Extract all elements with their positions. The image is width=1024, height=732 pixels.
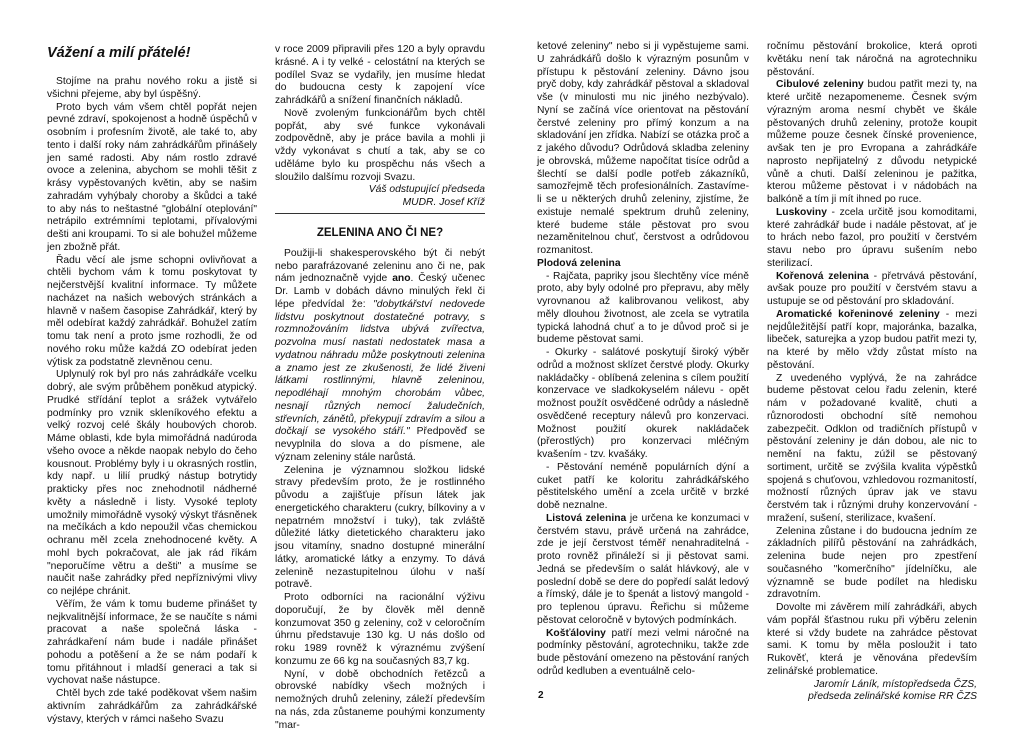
- subheading: [537, 258, 749, 271]
- paragraph: ketové zeleniny" nebo si ji vypěstujeme sami. U zahrádkářů došlo k výrazným posunům v přístupu k pěstování zeleniny. Dávno jsou pryč doby, kdy zahrádkář pěstoval a skladoval vše (v minulosti mu nic jiného nezbývalo). Nyní se začíná více orientovat na pěstování čerstvé zeleniny pro přímý konzum a na skladování jen zřídka. Nabízí se otázka proč a z jakého důvodu? Odrůdová skladba zeleniny je obrovská, můžeme napočítat tisíce odrůd a šlechtí se další podle potřeb zákazníků, samozřejmě těch profesionálních. Zastavíme-li se u některých druhů zeleniny, zjistíme, že existuje nemalé spektrum druhů zeleniny, které budeme stále pěstovat pro svou nezaměnitelnou chuť, čerstvost a odrůdovou rozmanitost.: [537, 41, 749, 258]
- text-run: - mezi nejdůležitější patří kopr, majoránka, bazalka, libeček, saturejka a yzop budou patřit mezi ty, na které by mělo vždy zůstat místo na pěstování.: [767, 309, 977, 371]
- subheading-text: Plodová zelenina: [537, 258, 621, 269]
- paragraph: Chtěl bych zde také poděkovat všem našim aktivním zahrádkářům za zahrádkářské výstavy, kterých v rámci našeho Svazu: [47, 688, 257, 726]
- paragraph: Nyní, v době obchodních řetězců a obrovské nabídky všech možných i nemožných druhů zeleniny, záleží především na nás, zda zůstaneme pouhými konzumenty "mar-: [275, 669, 485, 732]
- column-3: [537, 41, 749, 679]
- paragraph: Zelenina zůstane i do budoucna jedním ze základních pilířů pěstování na zahrádkách, zelenina bude nejen pro zpestření současného "komerčního" jídelníčku, ale významně se bude podílet na hledisku zdravotním.: [767, 526, 977, 603]
- paragraph: Proto bych vám všem chtěl popřát nejen pevné zdraví, spokojenost a hodně úspěchů v osobním i profesním životě, ale také to, aby tento i další roky nám zahrádkářům přinášely jen samé radosti. Aby nám rostlo zdravé ovoce a zelenina, abychom se mohli těšit z krásy vypěstovaných květin, aby se našim zahradám vyhýbaly choroby a škůdci a také to aby nás to neštastné "globální oteplování" netrápilo extrémními teplotami, přívalovými dešti ani kroupami. To si ale bohužel můžeme jen zbožně přát.: [47, 102, 257, 255]
- paragraph: [275, 248, 485, 465]
- paragraph: - Okurky - salátové poskytují široký výběr odrůd a možnost sklízet čerstvé plody. Okurky nakládačky - oblíbená zelenina s cílem použití konzervace ve sladkokyselém nálevu - opět možnost použít osvědčené odrůdy a následně osvědčené receptury nálevů pro konzervaci. Možnost použití okurek nakládaček (přerostlých) pro konzervaci mléčným kvašením - tzv. kvašáky.: [537, 347, 749, 462]
- paragraph: Nově zvoleným funkcionářům bych chtěl popřát, aby své funkce vykonávali zodpovědně, aby je práce bavila a mohli ji vždy vykonávat s chutí a tak, aby se co uděláme bylo ku prospěchu nás všech a sloužilo dalšímu rozvoji Svazu.: [275, 108, 485, 185]
- signature-line: předseda zelinářské komise RR ČZS: [767, 691, 977, 704]
- paragraph: [767, 271, 977, 309]
- paragraph: Z uvedeného vyplývá, že na zahrádce budeme pěstovat celou řadu zelenin, které nám v požadované kvalitě, chuti a různorodosti obchodní sítě nemohou zabezpečit. Odklon od tradičních přístupů v pěstování zeleniny je dán dobou, ale nic to nemění na faktu, zúžil se pěstovaný sortiment, určitě se zvýšila kvalita výpěstků spojená s chuťovou, vzhledovou rozmanitostí, možností různých úprav jak ve stavu čerstvém tak i různými druhy konzervování - mražení, sušení, sterilizace, kvašení.: [767, 373, 977, 526]
- paragraph: Proto odborníci na racionální výživu doporučují, že by člověk měl denně konzumovat 350 g zeleniny, což v celoročním úhrnu představuje 130 kg. U nás došlo od roku 1989 rovněž k výraznému zvýšení konzumu ze 66 kg na současných 83,7 kg.: [275, 592, 485, 669]
- paragraph: Stojíme na prahu nového roku a jistě si všichni přejeme, aby byl úspěšný.: [47, 76, 257, 102]
- text-run: budou patřit mezi ty, na které určitě nezapomeneme. Česnek svým výrazným aroma nesmí chybět ve škále pěstovaných druhů zeleniny, protože koupit můžeme pouze česnek čínské provenience, avšak ten je pro Evropana a zahrádkáře naprosto nepřijatelný z důvodu netypické vůně a chuti. Další zeleninou je pažitka, kterou můžeme pěstovat i v nádobách na balkóně a tím ji mít ihned po ruce.: [767, 79, 977, 205]
- signature-line: Jaromír Láník, místopředseda ČZS,: [767, 679, 977, 692]
- text-run: . Český učenec Dr. Lamb v dobách dávno minulých řekl či lépe předvídal že:: [275, 273, 485, 310]
- paragraph: Dovolte mi závěrem milí zahrádkáři, abych vám popřál šťastnou ruku při výběru zelenin které si vždy budete na zahrádce pěstovat sami. K tomu by měla posloužit i tato Rukověť, která je věnována především zelinářské problematice.: [767, 602, 977, 679]
- column-4: [767, 41, 977, 704]
- paragraph: Řadu věcí ale jsme schopni ovlivňovat a chtěli bychom vám k tomu poskytovat ty nejčerstvější kvalitní informace. Ty můžete nacházet na našich webových stránkách a hlavně v našem časopise Zahrádkář, který by měl odebírat každý zahrádkář. Bohužel zatím tomu tak není a proto jsme rozhodli, že od nového roku může každá ZO odebírat jeden výtisk za podstatně zlevněnou cenu.: [47, 255, 257, 370]
- page-number: 2: [538, 690, 544, 701]
- paragraph: ročnímu pěstování brokolice, která oproti květáku není tak náročná na agrotechniku pěstování.: [767, 41, 977, 79]
- column-2: [275, 44, 485, 732]
- paragraph: [767, 207, 977, 271]
- greeting-title: Vážení a milí přátelé!: [47, 44, 257, 62]
- paragraph: [767, 309, 977, 373]
- article-heading: ZELENINA ANO ČI NE?: [275, 226, 485, 240]
- text-run: - zcela určitě jsou komoditami, které zahrádkář bude i nadále pěstovat, ať je to hrách nebo fazol, pro použití v čerstvém stavu nebo pro úpravu sušením nebo sterilizací.: [767, 207, 977, 269]
- emphasis: ano: [392, 273, 410, 284]
- paragraph: - Rajčata, papriky jsou šlechtěny více méně proto, aby byly odolné pro přepravu, aby měly vyrovnanou až kalibrovanou velikost, aby měly dlouhou životnost, ale zcela se vytratila typická lahodná chuť a to je důvod proč si je budeme pěstovat sami.: [537, 271, 749, 348]
- emphasis: Kořenová zelenina: [776, 271, 869, 282]
- text-run: Použiji-li shakesperovského být či nebýt nebo parafrázované zeleninu ano či ne, pak nám jednoznačně vyjde: [275, 248, 485, 285]
- divider: [275, 213, 485, 214]
- paragraph: Uplynulý rok byl pro nás zahrádkáře vcelku dobrý, ale svým průběhem poněkud atypický. Prudké střídání teplot a srážek vytvářelo podmínky pro vznik skleníkového efektu a velký rozvoj celé škály houbových chorob. Máme oblasti, kde byla mimořádná nadúroda všeho ovoce a někde naopak nebylo do čeho kousnout. Problémy byly i u okrasných rostlin, kdy např. u lilií prudký nástup botrytidy prakticky přes noc znehodnotil nádherné květy a následně i listy. Vysoké teploty umožnily mimořádně vysoký výskyt třásněnek na mečíkách a kdo nepoužil včas chemickou ochranu měl zcela znehodnocené květy. A mohl bych pokračovat, ale jak rád říkám "neporučíme větru a dešti" a musíme se naučit naše zahrádky před nepříznivými vlivy co nejlépe chránit.: [47, 369, 257, 599]
- paragraph: [537, 513, 749, 628]
- emphasis: Luskoviny: [776, 207, 827, 218]
- emphasis: Košťáloviny: [546, 628, 606, 639]
- text-run: je určena ke konzumaci v čerstvém stavu, právě určená na zahrádce, zde je její čerstvost téměř nenahraditelná - proto rovněž přináleží si ji pěstovat sami. Jedná se především o salát hlávkový, ale v poslední době se dere do popředí salát ledový a římský, dále je to špenát a listový mangold - pro teplenou úpravu. Řeřichu si můžeme pěstovat celoročně v bytových podmínkách.: [537, 513, 749, 626]
- paragraph: [767, 79, 977, 207]
- text-run: Předpověď se nevyplnila do slova a do písmene, ale význam zeleniny stále narůstá.: [275, 426, 485, 463]
- quotation: "dobytkářství nedovede lidstvu poskytnout dostatečné potravy, s rozmnožováním lidstva ubývá zvířectva, pozvolna musí nastati nedostatek masa a vydatnou náhradu může poskytnouti zelenina a znamo jest ze zkušenosti, že lidé živeni látkami rostlinnými, hlavně zeleninou, nepodléhají mnohým chorobám vůbec, nesnají různých nemocí žaludečních, střevních, zánětů, překypují zdravím a silou a dočkají se vysokého stáří.": [275, 299, 485, 438]
- signature-name: MUDR. Josef Kříž: [275, 197, 485, 210]
- emphasis: Listová zelenina: [546, 513, 626, 524]
- signature-line: Váš odstupující předseda: [275, 184, 485, 197]
- paragraph: - Pěstování neméně populárních dýní a cuket patří ke koloritu zahrádkářského pěstitelského umění a zcela určitě v brzké době neznalne.: [537, 462, 749, 513]
- paragraph: Zelenina je významnou složkou lidské stravy především proto, že je rostlinného původu a zajišťuje přísun látek jak energetického charakteru (cukry, bílkoviny a v nepatrném množství i tuky), tak zvláště důležité látky dietetického charakteru jako jsou vitamíny, snadno dostupné minerální látky, aromatické látky a enzymy. To dává zelenině nezastupitelnou úlohu v naší potravě.: [275, 465, 485, 593]
- emphasis: Cibulové zeleniny: [776, 79, 864, 90]
- paragraph: v roce 2009 připravili přes 120 a byly opravdu krásné. A i ty velké - celostátní na kterých se podílel Svaz se vydařily, jen musíme hledat do budoucna cesty k zapojení více zahrádkářů a snížení finančních nákladů.: [275, 44, 485, 108]
- emphasis: Aromatické kořeninové zeleniny: [776, 309, 940, 320]
- column-1: [47, 44, 257, 726]
- paragraph: [537, 628, 749, 679]
- text-run: - přetrvává pěstování, avšak pouze pro použití v čerstvém stavu a ustupuje se od pěstování pro skladování.: [767, 271, 977, 308]
- text-run: patří mezi velmi náročné na podmínky pěstování, agrotechniku, takže zde bude pěstování omezeno na pěstování raných odrůd kedluben a eventuálně celo-: [537, 628, 749, 677]
- paragraph: Věřím, že vám k tomu budeme přinášet ty nejkvalitnější informace, že se naučíte s námi pracovat a naše společná láska - zahrádkaření nám bude i nadále přinášet pohodu a potěšení a že se nám podaří k tomu přitáhnout i mladší generaci a tak si vychovat naše nástupce.: [47, 599, 257, 688]
